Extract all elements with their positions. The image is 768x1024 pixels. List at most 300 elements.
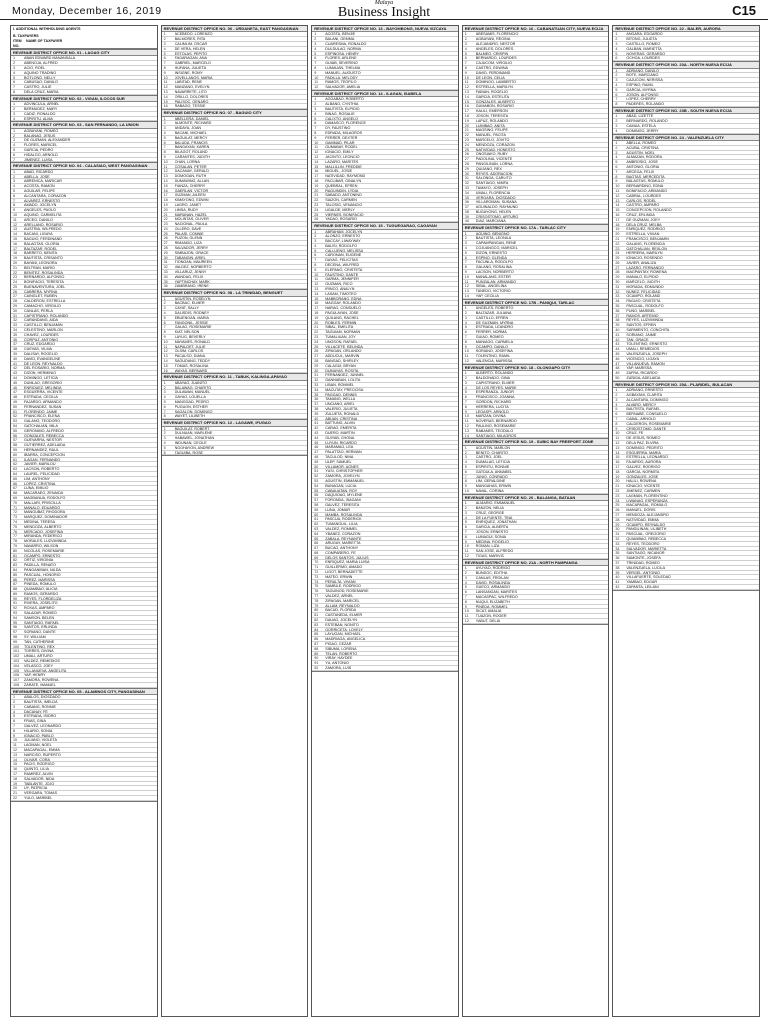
taxpayer-name: PEREZ, MARISSA <box>24 577 55 582</box>
taxpayer-name: ABELLA, ROMEO <box>626 140 657 145</box>
item-number: 8 <box>615 174 618 179</box>
taxpayer-name: VILLACETE, BELINDA <box>325 344 363 349</box>
taxpayer-name: BUGAYONG, HELEN <box>475 209 512 214</box>
taxpayer-name: CUARESMA, RONALDO <box>325 42 367 46</box>
item-number: 64 <box>314 531 319 536</box>
item-number: 10 <box>13 212 18 217</box>
taxpayer-name: CHAN, LORNA <box>174 159 200 164</box>
taxpayer-name: ADRIANO, ERNESTO <box>626 388 663 393</box>
taxpayer-name: SAN JOSE, ALFREDO <box>475 549 514 553</box>
item-number: 5 <box>464 520 467 525</box>
taxpayer-name: BUENAVENTURA, JOEL <box>24 284 66 289</box>
item-number: 9 <box>163 70 166 75</box>
taxpayer-name: YU, ANTONIO <box>325 661 349 666</box>
item-number: 93 <box>13 611 18 616</box>
item-number: 8 <box>163 150 166 155</box>
item-number: 11 <box>163 80 168 85</box>
item-number: 9 <box>464 70 467 75</box>
item-number: 35 <box>615 304 620 309</box>
taxpayer-name: ARELLANO, ROSARIO <box>24 222 63 227</box>
taxpayer-name: RAMOS, ARTEMIO <box>626 313 659 318</box>
taxpayer-name: GUECO, ARMANDO <box>475 585 510 590</box>
item-number: 3 <box>464 455 467 460</box>
item-number: 13 <box>615 445 620 450</box>
taxpayer-name: RAMOS, TEOFILO <box>325 80 357 85</box>
taxpayer-row <box>162 284 308 289</box>
taxpayer-name: LAPUZ, ROLANDO <box>475 118 508 123</box>
item-number: 49 <box>314 459 319 464</box>
taxpayer-name: TAMANG, WELLA <box>325 397 356 402</box>
item-number: 5 <box>163 135 166 140</box>
taxpayer-name: JAVIER, ANALIZA <box>626 260 657 265</box>
listing-columns <box>10 25 760 1017</box>
taxpayer-name: GARCIA, ALBERTA <box>475 525 509 529</box>
item-number: 12 <box>163 169 168 174</box>
item-number: 37 <box>314 402 319 407</box>
taxpayer-name: ADRIANO, DANILO <box>626 68 659 73</box>
item-number: 1 <box>13 695 16 700</box>
item-number: 20 <box>615 232 620 237</box>
item-number: 62 <box>314 522 319 527</box>
taxpayer-name: GAYAO, LOUELLA <box>174 395 206 399</box>
taxpayer-name: SIBAL, EMELITA <box>325 325 354 330</box>
taxpayer-name: DE GUZMAN, MYRNA <box>475 320 514 325</box>
item-number: 16 <box>13 241 18 246</box>
taxpayer-name: SANTIAGO, MILAGROS <box>475 433 517 438</box>
taxpayer-name: GALANG, FLORENCIA <box>626 241 665 246</box>
taxpayer-name: KIMAYONG, EDWIN <box>174 198 209 202</box>
taxpayer-name: CAMACHO, VIRGILIO <box>24 304 61 308</box>
taxpayer-name: GUIAO, ROMEO <box>475 335 504 339</box>
item-number: 25 <box>314 344 319 349</box>
taxpayer-name: OCAMPO, DANILO <box>475 344 508 349</box>
taxpayer-name: AUSTRIA, WILFREDO <box>24 227 62 232</box>
item-number: 12 <box>163 349 168 354</box>
taxpayer-name: MANGAHAS, ERWIN <box>475 484 512 488</box>
taxpayer-name: BINAG, ROSALIE <box>325 111 355 116</box>
taxpayer-name: BONIFACIO, ARMANDO <box>626 188 668 193</box>
item-number: 22 <box>13 270 18 275</box>
item-number: 5 <box>163 51 166 56</box>
taxpayer-name: NARCISO, RUPERTO <box>24 752 61 757</box>
district-header: REVENUE DISTRICT OFFICE NO. 23A - NORTH NUEVA ECIJA <box>613 62 759 68</box>
item-number: 16 <box>314 301 319 306</box>
taxpayer-name: FRIAS, GINA <box>24 719 46 724</box>
item-number: 23 <box>314 335 319 340</box>
district-header: REVENUE DISTRICT OFFICE NO. 05 - ALAMINOS CITY, PANGASINAN <box>11 689 157 695</box>
taxpayer-name: JULIANO, VIOLETA <box>24 738 57 743</box>
taxpayer-name: CALDERON, ESTRELLA <box>24 299 66 304</box>
taxpayer-name: CABRAL, LOURDES <box>626 193 662 198</box>
taxpayer-name: AGBAYANI, ROMEO <box>24 128 59 133</box>
taxpayer-name: NUQUI, ELIZABETH <box>475 599 510 604</box>
taxpayer-name: MANUEL, AUGUSTO <box>325 70 361 75</box>
item-number: 1 <box>163 32 166 37</box>
taxpayer-name: BERMUDEZ, MARY <box>24 106 58 111</box>
item-number: 8 <box>615 421 618 426</box>
item-number: 35 <box>314 392 319 397</box>
taxpayer-name: PALASI, CONNIE <box>174 231 204 236</box>
taxpayer-name: TACULOD, NINA <box>325 454 354 459</box>
taxpayer-name: DUMAYAS, ROSITA <box>325 368 359 373</box>
item-number: 80 <box>314 608 319 613</box>
taxpayer-row <box>463 219 609 224</box>
item-number: 106 <box>13 673 20 678</box>
item-number: 1 <box>615 68 618 73</box>
item-number: 39 <box>13 352 18 357</box>
taxpayer-name: ALCANTARA, DOMINGO <box>626 397 669 402</box>
item-number: 50 <box>314 464 319 469</box>
item-number: 10 <box>464 274 469 279</box>
item-number: 16 <box>615 460 620 465</box>
taxpayer-name: LIWANAG, ESPERANZA <box>626 498 668 503</box>
taxpayer-name: ABRENICA, MARICAR <box>24 179 62 184</box>
taxpayer-name: BAGUILAT, MERCY <box>174 135 208 140</box>
item-number: 97 <box>13 630 18 635</box>
taxpayer-name: JAVIER, MARILOU <box>24 462 56 467</box>
taxpayer-name: PADOLINA, VICENTE <box>475 157 513 161</box>
taxpayer-name: VIRAY, HAYDEE <box>325 656 353 661</box>
item-number: 88 <box>13 587 18 592</box>
item-number: 8 <box>13 203 16 208</box>
taxpayer-name: TIGAS, MARIVIC <box>475 553 505 558</box>
taxpayer-row <box>162 369 308 374</box>
taxpayer-name: CASTANEDA, ELMER <box>325 613 363 618</box>
item-number: 30 <box>314 368 319 373</box>
item-number: 4 <box>314 111 317 116</box>
item-number: 24 <box>464 142 469 147</box>
item-number: 35 <box>464 195 469 200</box>
taxpayer-name: ABALOS, DIOSDADO <box>24 695 61 700</box>
item-number: 2 <box>615 145 618 150</box>
item-number: 33 <box>615 541 620 546</box>
taxpayer-name: BERNARDO, LOURDES <box>475 56 517 61</box>
taxpayer-name: BALISI, RODOLFO <box>325 243 357 248</box>
item-number: 6 <box>464 395 467 400</box>
taxpayer-name: IGNACIO, ROSENDO <box>626 256 663 260</box>
taxpayer-name: MENDOZA, CORAZON <box>475 142 515 147</box>
taxpayer-name: FIANZA, CHERRY <box>174 183 206 188</box>
taxpayer-name: ESTRADA, LEANDRO <box>475 325 514 330</box>
item-number: 64 <box>13 471 18 476</box>
taxpayer-name: CUEVAS, VILMA <box>24 347 53 352</box>
item-number: 3 <box>314 239 317 244</box>
district-section <box>463 495 609 560</box>
item-number: 4 <box>464 580 467 585</box>
taxpayer-name: OLSIM, CARLOS <box>174 349 204 354</box>
item-number: 95 <box>13 620 18 625</box>
taxpayer-name: MACUTAY, PRECIOSA <box>325 387 364 392</box>
taxpayer-name: DY, FAUSTINO <box>325 126 351 130</box>
district-header: REVENUE DISTRICT OFFICE NO. 17B - PANIQUI, TARLAC <box>463 300 609 306</box>
item-number: 2 <box>464 570 467 575</box>
taxpayer-row <box>613 102 759 107</box>
item-number: 28 <box>314 359 319 364</box>
item-number: 42 <box>615 584 620 589</box>
taxpayer-name: CARLOS, RODEL <box>626 198 657 203</box>
item-number: 15 <box>163 183 168 188</box>
taxpayer-name: SAGALON, DOMINGO <box>174 409 213 414</box>
taxpayer-name: SALVADOR, MARIETTA <box>626 546 667 551</box>
taxpayer-name: SORIANO, DANTE <box>24 630 56 635</box>
item-number: 7 <box>615 417 618 421</box>
taxpayer-name: DOMINGO, LETICIA <box>24 376 59 380</box>
taxpayer-name: HERRERA, MARILYN <box>626 251 663 256</box>
taxpayer-name: FERNANDEZ, SUSAN <box>24 404 62 409</box>
item-number: 85 <box>13 572 18 577</box>
item-number: 11 <box>314 145 319 150</box>
district-section <box>11 50 157 96</box>
taxpayer-name: ACIO, ROEL <box>24 66 46 70</box>
taxpayer-name: ESGUERRA, MARIA <box>626 450 661 455</box>
district-header: REVENUE DISTRICT OFFICE NO. 03 - SAN FERNANDO, LA UNION <box>11 122 157 128</box>
item-number: 32 <box>615 289 620 294</box>
item-number: 9 <box>464 409 467 414</box>
item-number: 78 <box>13 539 18 544</box>
item-number: 2 <box>464 236 467 241</box>
taxpayer-name: FRANCISCO, BENJAMIN <box>626 236 669 241</box>
item-number: 66 <box>13 481 18 486</box>
taxpayer-name: YAP, HENRY <box>24 673 46 678</box>
taxpayer-name: MATEO, ERWIN <box>325 574 353 579</box>
item-number: 21 <box>314 325 319 330</box>
item-number: 3 <box>163 126 166 131</box>
item-number: 2 <box>13 133 16 138</box>
taxpayer-name: DAYAG, FELICITAS <box>325 258 358 263</box>
taxpayer-name: SAMSON, BELEN <box>24 615 55 620</box>
taxpayer-name: PADILLA, MELODY <box>325 75 358 80</box>
item-number: 24 <box>13 280 18 285</box>
taxpayer-name: PADILLA, RENATO <box>24 563 56 567</box>
taxpayer-row <box>613 129 759 134</box>
item-number: 1 <box>314 32 317 37</box>
item-number: 6 <box>464 330 467 335</box>
taxpayer-name: BAUTISTA, RAFAEL <box>626 407 661 412</box>
taxpayer-name: LAUREL, FELICIDAD <box>24 471 60 476</box>
item-number: 14 <box>464 94 469 99</box>
item-number: 12 <box>464 359 469 364</box>
taxpayer-name: JOSON, ALFONSO <box>626 92 659 97</box>
taxpayer-name: BONIFACIO, TERESITA <box>24 280 64 284</box>
taxpayer-name: DULNUAN, MARLENE <box>174 431 213 436</box>
taxpayer-name: JIMENEZ, CARMEN <box>626 488 661 493</box>
taxpayer-name: LAGRO, JANET <box>174 202 202 207</box>
taxpayer-name: MACAPAGAL, EMMA <box>24 748 60 752</box>
taxpayer-name: TAGUINOD, ROSEMARIE <box>325 589 369 594</box>
taxpayer-name: GATDULA, ANNABEL <box>475 469 512 474</box>
item-number: 6 <box>314 56 317 61</box>
taxpayer-name: PASCUAL, HONORIO <box>24 572 61 577</box>
taxpayer-name: MALLILLIN, FREDDIE <box>325 164 362 169</box>
taxpayer-name: CALLUENG, MELISSA <box>325 248 364 253</box>
item-number: 7 <box>615 169 618 174</box>
item-number: 9 <box>464 270 467 275</box>
taxpayer-name: GARCIA, ESTELITA <box>475 94 510 99</box>
item-number: 26 <box>314 217 319 222</box>
item-number: 17 <box>13 771 18 776</box>
taxpayer-name: BUNAGAN, LUCIA <box>325 483 357 488</box>
item-number: 2 <box>314 234 317 239</box>
taxpayer-name: CALIMLIM, OSCAR <box>174 42 208 46</box>
item-number: 1 <box>163 296 166 301</box>
item-number: 45 <box>615 352 620 357</box>
taxpayer-name: ESTRELLA, VIVIAN <box>626 232 660 236</box>
taxpayer-name: CORPUZ, ANTONIO <box>24 337 59 342</box>
taxpayer-name: AGUSTIN, NOEL <box>626 150 655 155</box>
taxpayer-name: YAPTINCHAY, MARK <box>174 279 210 284</box>
item-number: 4 <box>615 128 618 133</box>
item-number: 13 <box>13 227 18 232</box>
taxpayer-name: SABADO, ANTONINO <box>325 193 362 198</box>
item-number: 40 <box>615 328 620 333</box>
column-3 <box>311 25 459 1017</box>
taxpayer-name: FRANCISCO, JOANNA <box>475 395 515 399</box>
taxpayer-row <box>463 554 609 559</box>
taxpayer-name: ESTRELLA, LEONARDO <box>626 455 668 460</box>
item-number: 11 <box>464 614 469 619</box>
taxpayer-name: GALANG, TEODORO <box>24 419 60 423</box>
taxpayer-name: TABLANTE, JOJO <box>24 781 55 786</box>
item-number: 42 <box>615 337 620 342</box>
item-number: 4 <box>13 709 16 714</box>
district-section <box>312 91 458 223</box>
taxpayer-name: HABAWEL, JONATHAN <box>174 436 215 440</box>
item-number: 28 <box>615 270 620 275</box>
item-number: 20 <box>615 479 620 484</box>
item-number: 40 <box>314 416 319 421</box>
item-number: 9 <box>464 484 467 489</box>
taxpayer-name: PADERES, ROLANDO <box>626 102 665 106</box>
taxpayer-name: REYES, TEODORO <box>626 541 660 546</box>
taxpayer-name: ALBANO, CYNTHIA <box>325 102 359 106</box>
district-section <box>162 290 308 374</box>
item-number: 11 <box>464 80 469 85</box>
district-header: REVENUE DISTRICT OFFICE NO. 20 - BALANGA, BATAAN <box>463 495 609 501</box>
item-number: 52 <box>314 474 319 479</box>
item-number: 102 <box>13 654 20 659</box>
item-number: 3 <box>615 150 618 155</box>
item-number: 3 <box>163 390 166 395</box>
taxpayer-name: NARAG, CONSUELO <box>325 306 362 311</box>
district-section <box>162 110 308 290</box>
item-number: 5 <box>13 714 16 719</box>
taxpayer-name: OCAMPO, REYNALDO <box>626 522 666 527</box>
taxpayer-name: BALUDA, FRANCIS <box>174 140 208 145</box>
taxpayer-name: DE LOS REYES, MARIE <box>475 385 517 390</box>
item-number: 7 <box>163 145 166 150</box>
taxpayer-name: HERRERA, LUCITA <box>475 404 509 409</box>
taxpayer-name: DUMALAG, LETICIA <box>475 460 511 464</box>
taxpayer-name: CASTRO, AMPARO <box>626 203 660 208</box>
taxpayer-name: HALILI, EMERSON <box>475 109 508 113</box>
taxpayer-name: BANZON, NELIA <box>475 505 504 510</box>
item-number: 22 <box>314 198 319 203</box>
taxpayer-name: DE LEON, REYNALDO <box>24 361 63 366</box>
taxpayer-name: UY, PATRICIA <box>24 786 48 791</box>
taxpayer-name: FLORES, ARLENE <box>325 56 357 61</box>
taxpayer-name: LUYUN, RICARDO <box>325 440 357 445</box>
taxpayer-name: GARMA, JENNIFER <box>325 277 359 282</box>
taxpayer-row <box>613 585 759 590</box>
taxpayer-name: VALDEZ, ROMMEL <box>325 526 358 531</box>
item-number: 16 <box>163 104 168 109</box>
taxpayer-name: LASAM, TIMOTEO <box>325 291 357 296</box>
item-number: 4 <box>13 116 16 121</box>
item-number: 9 <box>615 179 618 184</box>
publication-logo <box>0 0 768 20</box>
taxpayer-name: AGUSTIN, EMMANUEL <box>325 478 365 483</box>
taxpayer-name: WAYAS, BERNARD <box>174 368 208 373</box>
item-number: 5 <box>13 188 16 193</box>
item-number: 3 <box>13 111 16 116</box>
taxpayer-row <box>162 414 308 419</box>
taxpayer-name: MENDOZA, ALEJANDRO <box>626 512 669 517</box>
taxpayer-name: FAGARAGAN, ANA <box>174 56 207 61</box>
column-5 <box>612 25 760 1017</box>
taxpayer-name: MARCELO, JOVITO <box>475 137 510 142</box>
taxpayer-name: ZAMORA, LUIS <box>325 666 352 670</box>
item-number: 91 <box>314 661 319 666</box>
taxpayer-name: CABAUATAN, ROY <box>325 488 358 493</box>
taxpayer-name: SALVADOR, NIDA <box>24 776 55 781</box>
taxpayer-name: NGOHAYON, ANDREW <box>174 445 215 450</box>
item-number: 9 <box>163 335 166 340</box>
item-number: 6 <box>314 253 317 258</box>
taxpayer-name: OLLERO, DAVE <box>174 226 202 231</box>
item-number: 42 <box>13 366 18 371</box>
taxpayer-name: QUIAMBAO, ALICIA <box>24 587 58 591</box>
item-number: 2 <box>163 301 166 306</box>
item-number: 3 <box>163 42 166 46</box>
item-number: 18 <box>163 198 168 203</box>
taxpayer-name: ABAD, RICARDO <box>24 169 54 174</box>
taxpayer-name: ZIPAGAN, ORLANDO <box>325 349 362 354</box>
item-number: 31 <box>314 373 319 378</box>
item-number: 85 <box>314 632 319 637</box>
taxpayer-name: PANGANIBAN, NILDA <box>24 567 61 572</box>
taxpayer-name: TABANGIN, ARIEL <box>174 255 206 260</box>
item-number: 21 <box>615 236 620 241</box>
taxpayer-name: BERNARDO, ROLANDO <box>626 119 668 123</box>
item-number: 3 <box>615 78 618 83</box>
taxpayer-name: YAP, MARISSA <box>626 366 652 371</box>
item-number: 13 <box>314 287 319 292</box>
taxpayer-name: MEDINA, TERESA <box>24 519 56 524</box>
taxpayer-name: GALANG, ROSALINA <box>475 265 512 270</box>
taxpayer-name: DAUAG, JOCELYN <box>325 618 358 622</box>
item-number: 34 <box>464 190 469 195</box>
taxpayer-name: PINEDA, ROMULO <box>24 582 56 587</box>
taxpayer-row <box>162 451 308 456</box>
taxpayer-name: YABUT, DELIA <box>475 618 501 623</box>
item-number: 4 <box>464 515 467 520</box>
item-number: 11 <box>314 277 319 282</box>
taxpayer-name: BAUTISTA, IMELDA <box>24 700 58 704</box>
item-number: 7 <box>314 258 317 263</box>
item-number: 10 <box>13 738 18 743</box>
item-number: 5 <box>464 250 467 255</box>
item-number: 22 <box>615 241 620 246</box>
taxpayer-name: CAYAT, SALLY <box>174 306 199 311</box>
item-number: 10 <box>464 349 469 354</box>
taxpayer-row <box>11 683 157 688</box>
item-number: 20 <box>13 786 18 791</box>
item-number: 51 <box>13 409 18 414</box>
item-number: 46 <box>13 385 18 390</box>
taxpayer-name: PUNZALAN, ARMANDO <box>475 279 517 284</box>
item-number: 70 <box>314 560 319 565</box>
item-number: 5 <box>615 87 618 92</box>
